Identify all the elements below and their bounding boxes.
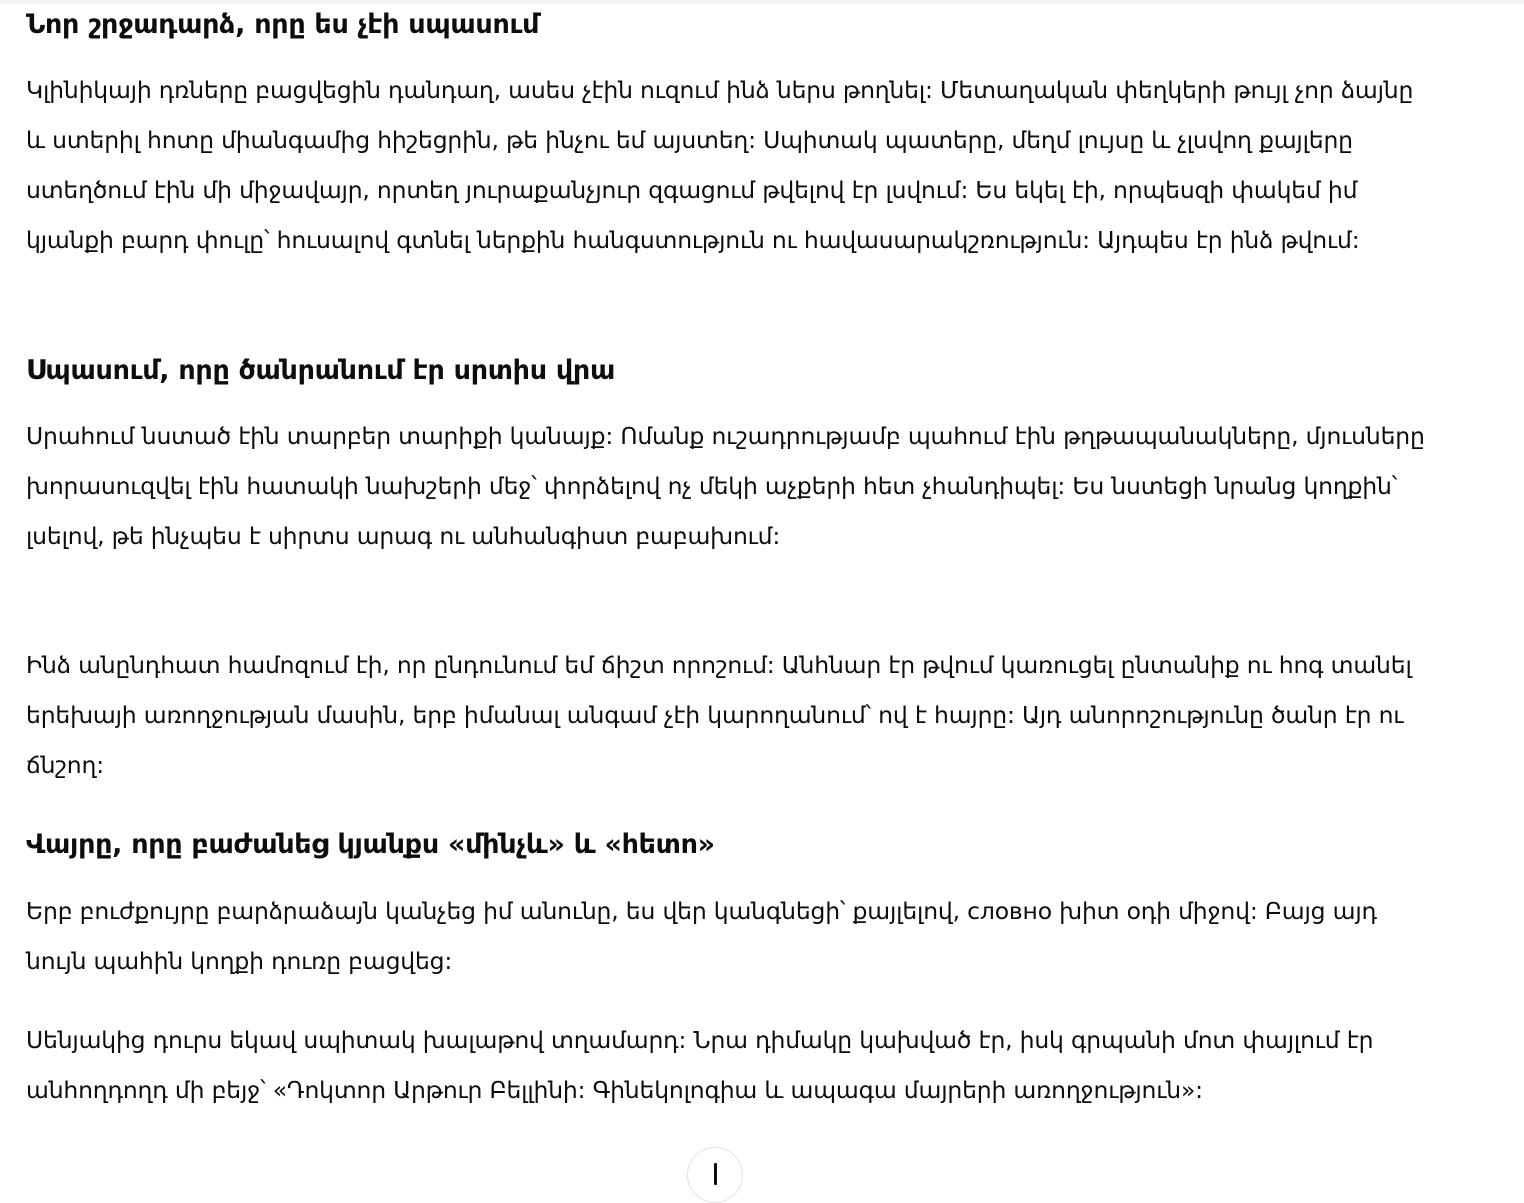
section-heading: Սպասում, որը ծանրանում էր սրտիս վրա [26, 355, 616, 386]
scroll-to-bottom-button[interactable] [687, 1147, 743, 1203]
section-heading: Նոր շրջադարձ, որը ես չէի սպասում [26, 9, 540, 40]
section-heading: Վայրը, որը բաժանեց կյանքս «մինչև» և «հետո» [26, 829, 715, 860]
paragraph: Ինձ անընդհատ համոզում էի, որ ընդունում եմ ճիշտ որոշում: Անհնար էր թվում կառուցել ընտանիք ու հոգ տանել երեխայի առողջության մասին, երբ իմանալ անգամ չէի կարողանում՝ ով է հայրը: Այդ անորոշությունը ծանր էր ու ճնշող: [26, 651, 1412, 779]
paragraph: Սենյակից դուրս եկավ սպիտակ խալաթով տղամարդ: Նրա դիմակը կախված էր, իսկ գրպանի մոտ փայլում էր անհողդողդ մի բեյջ՝ «Դոկտոր Արթուր Բելլինի: Գինեկոլոգիա և ապագա մայրերի առողջություն»: [26, 1026, 1374, 1104]
paragraph: Կլինիկայի դռները բացվեցին դանդաղ, ասես չէին ուզում ինձ ներս թողնել: Մետաղական փեղկերի թույլ չոր ձայնը և ստերիլ հոտը միանգամից հիշեցրին, թե ինչու եմ այստեղ: Սպիտակ պատերը, մեղմ լույսը և չլսվող քայլերը ստեղծում էին մի միջավայր, որտեղ յուրաքանչյուր զգացում թվելով էր լսվում: Ես եկել էի, որպեսզի փակեմ իմ կյանքի բարդ փուլը՝ հուսալով գտնել ներքին հանգստություն ու հավասարակշռություն: Այդպես էր ինձ թվում: [26, 76, 1414, 254]
paragraph: Սրահում նստած էին տարբեր տարիքի կանայք: Ոմանք ուշադրությամբ պահում էին թղթապանակները, մյուսները խորասուզվել էին հատակի նախշերի մեջ՝ փորձելով ոչ մեկի աչքերի հետ չհանդիպել: Ես նստեցի նրանց կողքին՝ լսելով, թե ինչպես է սիրտս արագ ու անհանգիստ բաբախում: [26, 422, 1425, 550]
arrow-down-icon [714, 1163, 717, 1185]
paragraph: Երբ բուժքույրը բարձրաձայն կանչեց իմ անունը, ես վեր կանգնեցի՝ քայլելով, словно խիտ օդի միջով: Բայց այդ նույն պահին կողքի դուռը բացվեց: [26, 897, 1377, 975]
